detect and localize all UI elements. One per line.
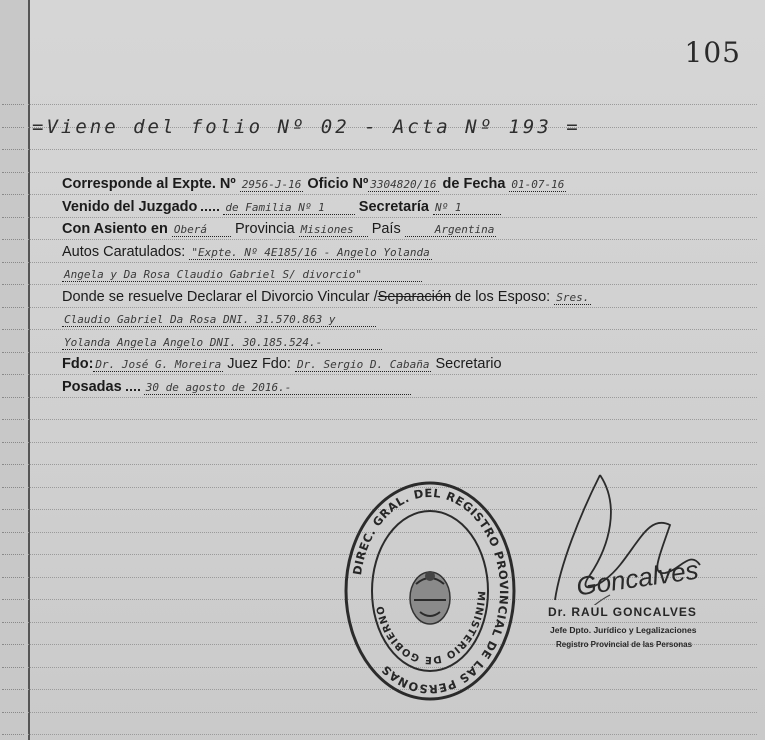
donde-label: Donde se resuelve Declarar el Divorcio Vincular / <box>62 288 378 305</box>
divorce-form <box>62 176 722 401</box>
row-asiento <box>62 221 722 244</box>
autos-label: Autos Caratulados: <box>62 243 186 260</box>
row-juzgado <box>62 199 722 222</box>
margin-ruled-line <box>2 487 24 488</box>
dotted-leader <box>201 209 219 211</box>
oficio-label: Oficio Nº <box>307 176 369 192</box>
margin-ruled-line <box>2 464 24 465</box>
margin-ruled-line <box>2 127 24 128</box>
margin-ruled-line <box>2 509 24 510</box>
juez-label: Juez Fdo: <box>227 356 291 372</box>
juzgado-value: de Familia Nº 1 <box>223 201 354 215</box>
margin-ruled-line <box>2 172 24 173</box>
row-donde <box>62 289 722 312</box>
margin-ruled-line <box>2 397 24 398</box>
row-autos <box>62 244 722 267</box>
asiento-value: Oberá <box>172 223 231 237</box>
margin-ruled-line <box>2 622 24 623</box>
stamp-inner-text: MINISTERIO DE GOBIERNO <box>375 590 487 666</box>
signer-name: Dr. RAUL GONCALVES <box>548 605 697 619</box>
margin-ruled-line <box>2 374 24 375</box>
margin-ruled-line <box>2 352 24 353</box>
row-firmas <box>62 356 722 379</box>
signer-title-2: Registro Provincial de las Personas <box>556 640 693 649</box>
esposos-label: de los Esposo: <box>455 288 551 305</box>
margin-ruled-line <box>2 667 24 668</box>
header-note: =Viene del folio Nº 02 - Acta Nº 193 = <box>32 116 581 138</box>
fecha-value: 01-07-16 <box>511 178 565 191</box>
signature-block <box>500 455 730 695</box>
signer-title-1: Jefe Dpto. Jurídico y Legalizaciones <box>550 625 697 635</box>
row-posadas <box>62 379 722 402</box>
asiento-label: Con Asiento en <box>62 221 168 237</box>
row-esposo-1 <box>62 311 722 334</box>
posadas-value: 30 de agosto de 2016.- <box>144 381 412 395</box>
left-margin <box>0 0 30 740</box>
margin-ruled-line <box>2 329 24 330</box>
margin-ruled-line <box>2 262 24 263</box>
margin-ruled-line <box>2 217 24 218</box>
margin-ruled-line <box>2 599 24 600</box>
margin-ruled-line <box>2 577 24 578</box>
separacion-struck: Separación <box>377 288 452 305</box>
margin-ruled-line <box>2 689 24 690</box>
margin-ruled-line <box>2 532 24 533</box>
fecha-label: de Fecha <box>442 176 506 192</box>
provincia-label: Provincia <box>235 221 295 237</box>
fdo-juez-value: Dr. José G. Moreira <box>95 358 222 371</box>
margin-ruled-line <box>2 104 24 105</box>
margin-ruled-line <box>2 442 24 443</box>
margin-ruled-line <box>2 644 24 645</box>
row-esposo-2 <box>62 334 722 357</box>
ruled-line <box>28 442 757 443</box>
pais-label: País <box>371 221 401 237</box>
margin-ruled-line <box>2 239 24 240</box>
margin-ruled-line <box>2 419 24 420</box>
dotted-leader <box>126 389 140 391</box>
oficio-value: 3304820/16 <box>370 178 437 191</box>
fdo-sec-value: Dr. Sergio D. Cabaña <box>296 358 430 371</box>
esposos-line-1: Claudio Gabriel Da Rosa DNI. 31.570.863 y <box>62 313 376 327</box>
secretario-label: Secretario <box>435 356 502 372</box>
margin-ruled-line <box>2 149 24 150</box>
autos-value-1: "Expte. Nº 4E185/16 - Angelo Yolanda <box>191 245 430 259</box>
margin-ruled-line <box>2 734 24 735</box>
row-expte <box>62 176 722 199</box>
stamp-outer-text: DIREC. GRAL. DEL REGISTRO PROVINCIAL DE LAS PERSONAS <box>349 485 512 697</box>
secretaria-value: Nº 1 <box>433 201 502 215</box>
esposos-line-2: Yolanda Angela Angelo DNI. 30.185.524.- <box>62 336 382 350</box>
ruled-line <box>28 712 757 713</box>
pais-value: Argentina <box>405 223 497 237</box>
posadas-label: Posadas <box>62 378 122 395</box>
margin-ruled-line <box>2 554 24 555</box>
fdo-label: Fdo: <box>62 356 94 372</box>
official-stamp <box>342 480 518 702</box>
ruled-line <box>28 419 757 420</box>
juzgado-label: Venido del Juzgado <box>62 198 198 215</box>
folio-number: 105 <box>684 36 741 69</box>
coat-of-arms-icon <box>410 571 450 624</box>
margin-ruled-line <box>2 712 24 713</box>
ruled-line <box>28 734 757 735</box>
row-autos-2 <box>62 266 722 289</box>
esposos-value: Sres. <box>556 290 590 304</box>
ruled-line <box>28 172 757 173</box>
secretaria-label: Secretaría <box>358 198 429 215</box>
margin-ruled-line <box>2 307 24 308</box>
expte-value: 2956-J-16 <box>241 178 302 191</box>
margin-ruled-line <box>2 194 24 195</box>
provincia-value: Misiones <box>299 223 368 237</box>
expte-label: Corresponde al Expte. Nº <box>62 176 236 192</box>
margin-ruled-line <box>2 284 24 285</box>
ruled-line <box>28 104 757 105</box>
signature-script: Goncalves <box>574 554 701 602</box>
ruled-line <box>28 149 757 150</box>
autos-value-2: Angela y Da Rosa Claudio Gabriel S/ divorcio" <box>62 268 422 282</box>
